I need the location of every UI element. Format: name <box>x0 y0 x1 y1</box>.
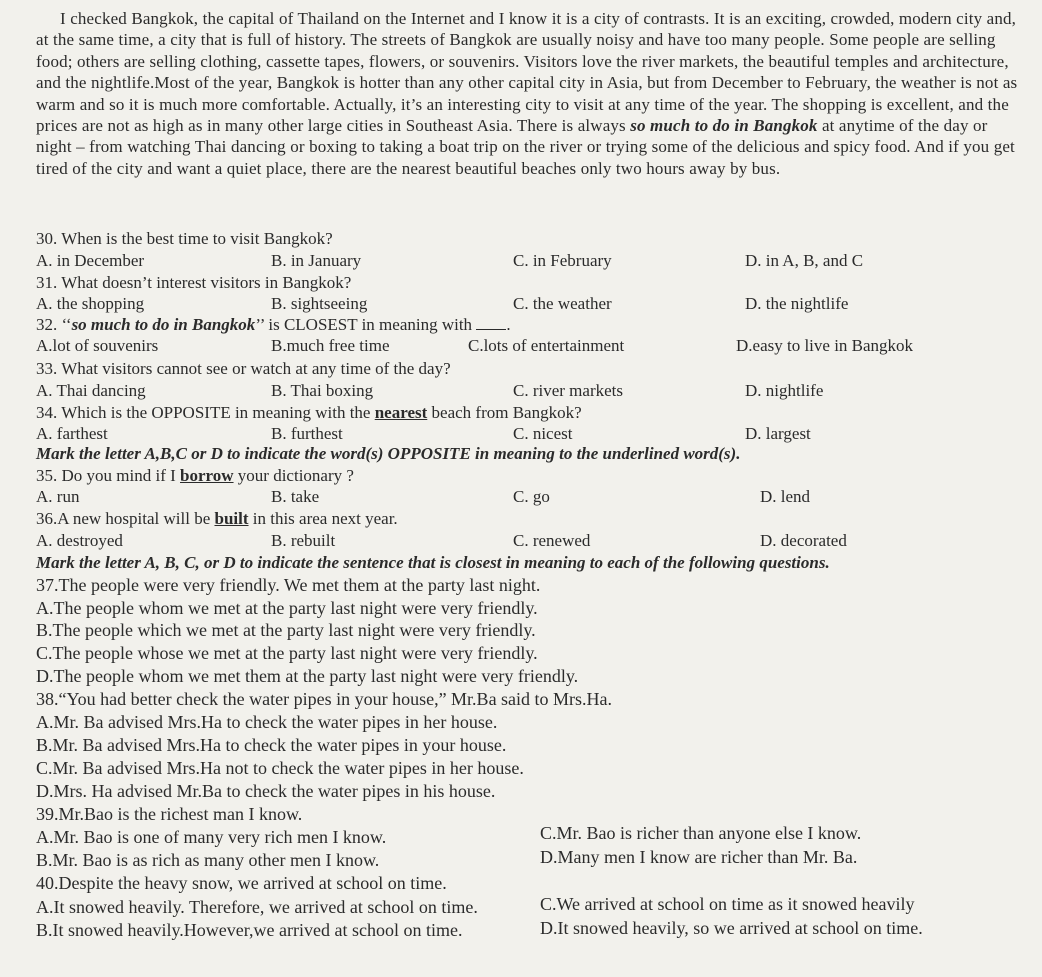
reading-passage <box>36 8 1026 179</box>
q36-option-b: B. rebuilt <box>271 531 336 550</box>
question-32: 32. ‘‘so much to do in Bangkok’’ is CLOSEST in meaning with . <box>36 315 511 334</box>
q38-option-a: A.Mr. Ba advised Mrs.Ha to check the water pipes in her house. <box>36 712 498 732</box>
q33-option-b: B. Thai boxing <box>271 381 374 400</box>
q30-option-c: C. in February <box>513 251 612 270</box>
passage-text-1: I checked Bangkok, the capital of Thailand on the Internet and I know it is a city of contrasts. It is an exciting, crowded, modern city and, at the same time, a city that is full of history. The streets of Bangkok are usually noisy and have too many people. Some people are selling food; others are selling clothing, cassette tapes, flowers, or souvenirs. Visitors love the river markets, the beautiful temples and architecture, and the nightlife.Most of the year, Bangkok is hotter than any other capital city in Asia, but from December to February, the weather is not as warm and so it is much more comfortable. Actually, it’s an interesting city to visit at any time of the year. The shopping is excellent, and the prices are not as high as in many other large cities in Southeast Asia. There is always <box>36 9 1018 136</box>
q39-option-c: C.Mr. Bao is richer than anyone else I know. <box>540 823 862 843</box>
q30-option-d: D. in A, B, and C <box>745 251 864 270</box>
question-40: 40.Despite the heavy snow, we arrived at school on time. <box>36 873 447 893</box>
q33-option-c: C. river markets <box>513 381 623 400</box>
q34-option-a: A. farthest <box>36 424 108 443</box>
q33-option-a: A. Thai dancing <box>36 381 146 400</box>
q39-option-d: D.Many men I know are richer than Mr. Ba. <box>540 847 858 867</box>
question-38: 38.“You had better check the water pipes in your house,” Mr.Ba said to Mrs.Ha. <box>36 689 613 709</box>
question-37: 37.The people were very friendly. We met them at the party last night. <box>36 575 541 595</box>
q35-option-a: A. run <box>36 487 80 506</box>
q32-option-d: D.easy to live in Bangkok <box>736 336 914 355</box>
q36-option-c: C. renewed <box>513 531 591 550</box>
question-35 <box>36 465 354 486</box>
q36-option-d: D. decorated <box>760 531 847 550</box>
q38-option-c: C.Mr. Ba advised Mrs.Ha not to check the water pipes in her house. <box>36 758 524 778</box>
q30-option-a: A. in December <box>36 251 145 270</box>
q35-underlined-word: borrow <box>180 466 234 485</box>
instruction-closest-meaning: Mark the letter A, B, C, or D to indicate the sentence that is closest in meaning to each of the following questions. <box>36 553 830 572</box>
q33-option-d: D. nightlife <box>745 381 824 400</box>
q35-prefix: 35. Do you mind if I <box>36 466 181 485</box>
q34-underlined-word: nearest <box>374 403 428 422</box>
q31-option-d: D. the nightlife <box>745 294 849 313</box>
q32-answer-blank <box>476 315 506 330</box>
q31-option-a: A. the shopping <box>36 294 145 313</box>
question-34 <box>36 402 582 423</box>
q36-option-a: A. destroyed <box>36 531 123 550</box>
q36-underlined-word: built <box>214 509 249 528</box>
q38-option-d: D.Mrs. Ha advised Mr.Ba to check the water pipes in his house. <box>36 781 496 801</box>
q34-option-c: C. nicest <box>513 424 573 443</box>
q34-prefix: 34. Which is the OPPOSITE in meaning with the <box>36 403 375 422</box>
passage-emphasis: so much to do in Bangkok <box>630 116 818 136</box>
q32-option-a: A.lot of souvenirs <box>36 336 159 355</box>
q34-option-b: B. furthest <box>271 424 343 443</box>
q32-emphasis: so much to do in Bangkok <box>71 315 256 334</box>
q35-option-b: B. take <box>271 487 320 506</box>
passage-text-2: at anytime of the day or night – from watching Thai dancing or boxing to taking a boat trip on the river or trying some of the delicious and spicy food. And if you get tired of the city and want a quiet place, there are the nearest beautiful beaches only two hours away by bus. <box>36 116 1015 178</box>
q35-option-d: D. lend <box>760 487 811 506</box>
q40-option-d: D.It snowed heavily, so we arrived at school on time. <box>540 918 923 938</box>
q35-suffix: your dictionary ? <box>233 466 354 485</box>
question-36 <box>36 508 398 529</box>
q32-option-b: B.much free time <box>271 336 390 355</box>
q37-option-b: B.The people which we met at the party last night were very friendly. <box>36 620 536 640</box>
question-39: 39.Mr.Bao is the richest man I know. <box>36 804 303 824</box>
q40-option-a: A.It snowed heavily. Therefore, we arrived at school on time. <box>36 897 478 917</box>
q35-option-c: C. go <box>513 487 550 506</box>
q31-option-b: B. sightseeing <box>271 294 368 313</box>
q37-option-c: C.The people whose we met at the party last night were very friendly. <box>36 643 538 663</box>
q38-option-b: B.Mr. Ba advised Mrs.Ha to check the water pipes in your house. <box>36 735 507 755</box>
question-30: 30. When is the best time to visit Bangkok? <box>36 229 333 248</box>
q32-option-c: C.lots of entertainment <box>468 336 625 355</box>
q37-option-a: A.The people whom we met at the party last night were very friendly. <box>36 598 538 618</box>
q36-suffix: in this area next year. <box>248 509 398 528</box>
q31-option-c: C. the weather <box>513 294 612 313</box>
q36-prefix: 36.A new hospital will be <box>36 509 215 528</box>
instruction-opposite: Mark the letter A,B,C or D to indicate the word(s) OPPOSITE in meaning to the underlined word(s). <box>36 444 741 463</box>
q34-suffix: beach from Bangkok? <box>427 403 582 422</box>
q39-option-a: A.Mr. Bao is one of many very rich men I know. <box>36 827 387 847</box>
question-33: 33. What visitors cannot see or watch at any time of the day? <box>36 359 451 378</box>
q32-suffix: ’’ is CLOSEST in meaning with <box>255 315 473 334</box>
q32-prefix: 32. ‘‘ <box>36 315 72 334</box>
q40-option-c: C.We arrived at school on time as it snowed heavily <box>540 894 915 914</box>
q40-option-b: B.It snowed heavily.However,we arrived at school on time. <box>36 920 463 940</box>
question-31: 31. What doesn’t interest visitors in Bangkok? <box>36 273 352 292</box>
q30-option-b: B. in January <box>271 251 362 270</box>
q34-option-d: D. largest <box>745 424 811 443</box>
q37-option-d: D.The people whom we met them at the party last night were very friendly. <box>36 666 579 686</box>
q39-option-b: B.Mr. Bao is as rich as many other men I know. <box>36 850 380 870</box>
